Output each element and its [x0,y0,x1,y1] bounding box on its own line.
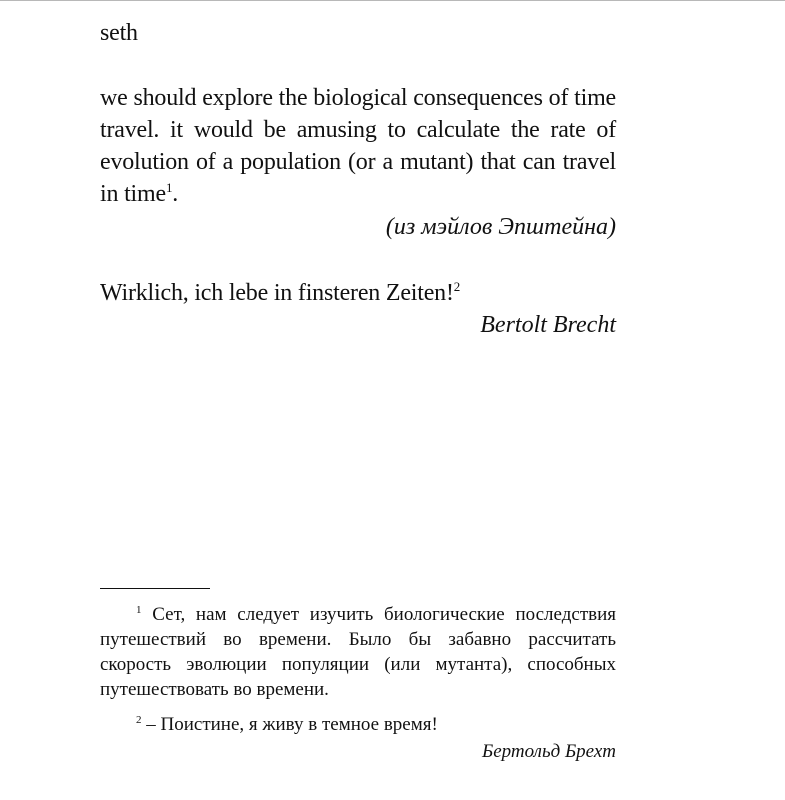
footnotes-section [100,602,616,764]
brecht-quote-text: Wirklich, ich lebe in finsteren Zeiten! [100,280,454,306]
footnote-2-text: – Поистине, я живу в темное время! [141,714,438,735]
email-quote-attribution: (из мэйлов Эпштейна) [385,214,616,240]
footnote-1 [100,602,616,702]
footnote-2-marker: 2 [136,714,142,726]
footnote-marker-2[interactable]: 2 [453,279,461,294]
brecht-quote-attribution: Bertolt Brecht [480,312,616,338]
footnote-separator [100,588,210,589]
brecht-quote [100,277,460,309]
footnote-marker-1[interactable]: 1 [165,180,173,195]
email-quote-end: . [172,181,179,207]
email-quote-text: we should explore the biological consequences of time travel. it would be amusing to calculate the rate of evolution of a population (or a mutant) that can travel in time [100,85,616,207]
footnote-2-attribution: Бертольд Брехт [482,741,616,762]
footnote-1-marker: 1 [136,604,142,616]
top-border [0,0,785,1]
greeting-text: seth [100,20,138,46]
footnote-2 [100,712,616,737]
email-quote [100,82,616,210]
footnote-1-text: Сет, нам следует изучить биологические последствия путешествий во времени. Было бы забавно рассчитать скорость эволюции популяции (или мутанта), способных путешествовать во времени. [100,604,616,700]
